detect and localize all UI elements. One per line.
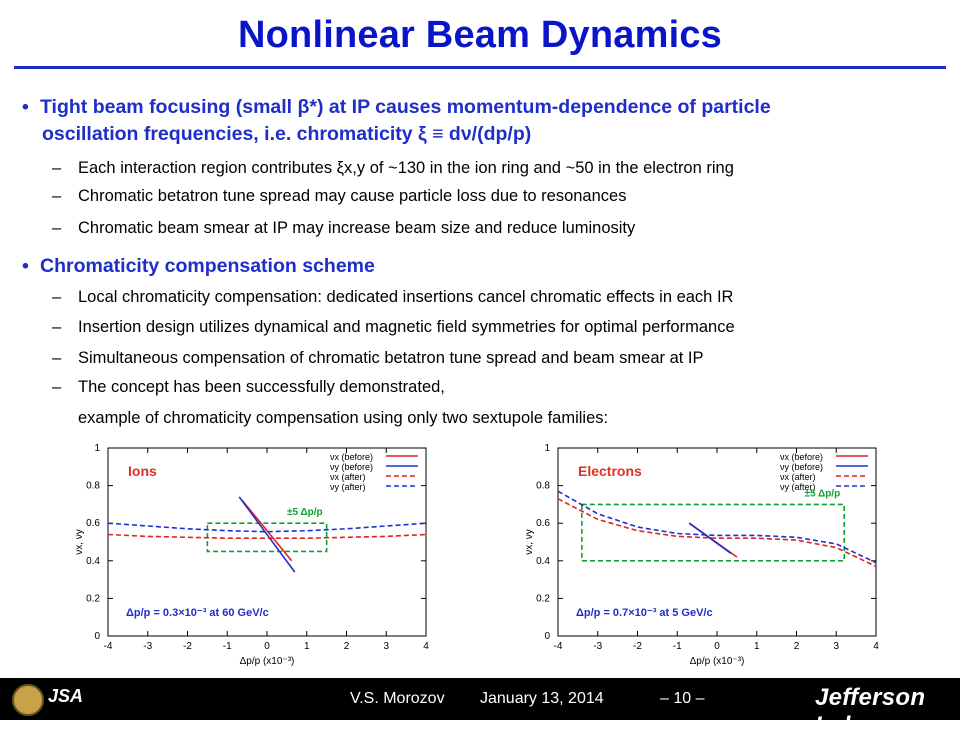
y-tick-label: 0.4 xyxy=(86,555,100,567)
legend-label: νy (before) xyxy=(330,462,374,472)
jefferson-lab-logo: Jefferson Lab xyxy=(815,684,926,739)
bullet-dot: • xyxy=(22,255,29,277)
legend-label: νx (after) xyxy=(330,472,366,482)
chart-label: Electrons xyxy=(578,463,642,479)
bullet-2-text: Chromaticity compensation scheme xyxy=(40,255,375,277)
momentum-range-label: ±5 Δp/p xyxy=(804,488,841,500)
x-tick-label: -1 xyxy=(222,641,232,652)
y-tick-label: 0.2 xyxy=(536,593,550,605)
x-tick-label: 3 xyxy=(833,641,840,652)
momentum-spread-note: Δp/p = 0.7×10⁻³ at 5 GeV/c xyxy=(576,607,713,619)
seal-logo xyxy=(12,684,44,716)
title-divider xyxy=(14,66,946,69)
y-tick-label: 0 xyxy=(544,631,550,642)
footer-page-number: – 10 – xyxy=(660,690,705,707)
electrons-chart xyxy=(520,436,900,674)
x-axis-label: Δp/p (x10⁻³) xyxy=(689,656,745,667)
sub-bullet-text: Local chromaticity compensation: dedicated insertions cancel chromatic effects in each IR xyxy=(78,288,734,306)
y-axis-label: νx, νy xyxy=(74,529,85,555)
x-tick-label: 2 xyxy=(793,641,800,652)
sub-bullet: – Each interaction region contributes ξx,y of ~130 in the ion ring and ~50 in the electron ring xyxy=(52,159,734,177)
sub-bullet-text: Chromatic beam smear at IP may increase beam size and reduce luminosity xyxy=(78,219,636,237)
momentum-range-box xyxy=(582,504,844,560)
sub-bullet: – Local chromaticity compensation: dedicated insertions cancel chromatic effects in each IR xyxy=(52,288,734,306)
sub-bullet: – Insertion design utilizes dynamical and magnetic field symmetries for optimal performance xyxy=(52,318,735,336)
x-tick-label: 1 xyxy=(303,641,310,652)
series-line xyxy=(558,491,876,563)
bullet-1-text: Tight beam focusing (small β*) at IP causes momentum-dependence of particle xyxy=(40,96,771,118)
x-tick-label: 0 xyxy=(264,641,270,652)
series-line xyxy=(558,499,876,567)
x-tick-label: 4 xyxy=(423,641,429,652)
bullet-1-line-1 xyxy=(22,94,771,121)
y-tick-label: 0.8 xyxy=(86,480,100,492)
x-tick-label: 2 xyxy=(343,641,350,652)
legend-label: νy (after) xyxy=(780,482,816,492)
x-tick-label: 1 xyxy=(753,641,760,652)
ions-chart xyxy=(70,436,450,674)
y-tick-label: 0 xyxy=(94,631,100,642)
x-tick-label: -2 xyxy=(633,641,642,652)
x-tick-label: -3 xyxy=(143,641,153,652)
legend-label: νx (before) xyxy=(780,452,824,462)
momentum-range-label: ±5 Δp/p xyxy=(286,507,323,519)
x-tick-label: -2 xyxy=(183,641,192,652)
y-axis-label: νx, νy xyxy=(524,529,535,555)
bullet-1-line-2: oscillation frequencies, i.e. chromaticity ξ ≡ dν/(dp/p) xyxy=(42,123,532,145)
sub-bullet-text: Simultaneous compensation of chromatic betatron tune spread and beam smear at IP xyxy=(78,349,704,367)
x-tick-label: -4 xyxy=(553,641,563,652)
footer-author: V.S. Morozov xyxy=(350,690,445,707)
sub-bullet-text: Chromatic betatron tune spread may cause particle loss due to resonances xyxy=(78,187,627,205)
x-tick-label: 3 xyxy=(383,641,390,652)
legend-label: νy (after) xyxy=(330,482,366,492)
sub-bullet: – Simultaneous compensation of chromatic betatron tune spread and beam smear at IP xyxy=(52,349,704,367)
chart-label: Ions xyxy=(128,463,157,479)
sub-bullet: – Chromatic betatron tune spread may cause particle loss due to resonances xyxy=(52,187,627,205)
momentum-spread-note: Δp/p = 0.3×10⁻³ at 60 GeV/c xyxy=(126,607,269,619)
footer-date: January 13, 2014 xyxy=(480,690,604,707)
legend-label: νx (before) xyxy=(330,452,374,462)
sub-bullet-text: Insertion design utilizes dynamical and magnetic field symmetries for optimal performance xyxy=(78,318,735,336)
bullet-dot: • xyxy=(22,96,29,118)
y-tick-label: 0.8 xyxy=(536,480,550,492)
x-tick-label: -4 xyxy=(103,641,113,652)
y-tick-label: 1 xyxy=(94,443,100,454)
sub-bullet: – Chromatic beam smear at IP may increase beam size and reduce luminosity xyxy=(52,219,636,237)
sub-bullet-text: The concept has been successfully demonstrated, xyxy=(78,378,445,396)
legend-label: νx (after) xyxy=(780,472,816,482)
y-tick-label: 0.6 xyxy=(536,518,550,530)
sub-bullet-continued: example of chromaticity compensation using only two sextupole families: xyxy=(78,409,609,427)
x-tick-label: -3 xyxy=(593,641,603,652)
y-tick-label: 0.2 xyxy=(86,593,100,605)
slide-title: Nonlinear Beam Dynamics xyxy=(238,14,722,56)
series-line xyxy=(689,523,731,553)
y-tick-label: 0.4 xyxy=(536,555,550,567)
legend-label: νy (before) xyxy=(780,462,824,472)
x-tick-label: 0 xyxy=(714,641,720,652)
sub-bullet-text: Each interaction region contributes ξx,y of ~130 in the ion ring and ~50 in the electron ring xyxy=(78,159,734,177)
x-axis-label: Δp/p (x10⁻³) xyxy=(239,656,295,667)
bullet-2 xyxy=(22,253,375,280)
sub-bullet: – The concept has been successfully demonstrated, xyxy=(52,378,445,396)
momentum-range-box xyxy=(207,523,326,551)
x-tick-label: 4 xyxy=(873,641,879,652)
y-tick-label: 0.6 xyxy=(86,518,100,530)
x-tick-label: -1 xyxy=(672,641,682,652)
y-tick-label: 1 xyxy=(544,443,550,454)
jsa-logo: JSA xyxy=(48,686,84,706)
